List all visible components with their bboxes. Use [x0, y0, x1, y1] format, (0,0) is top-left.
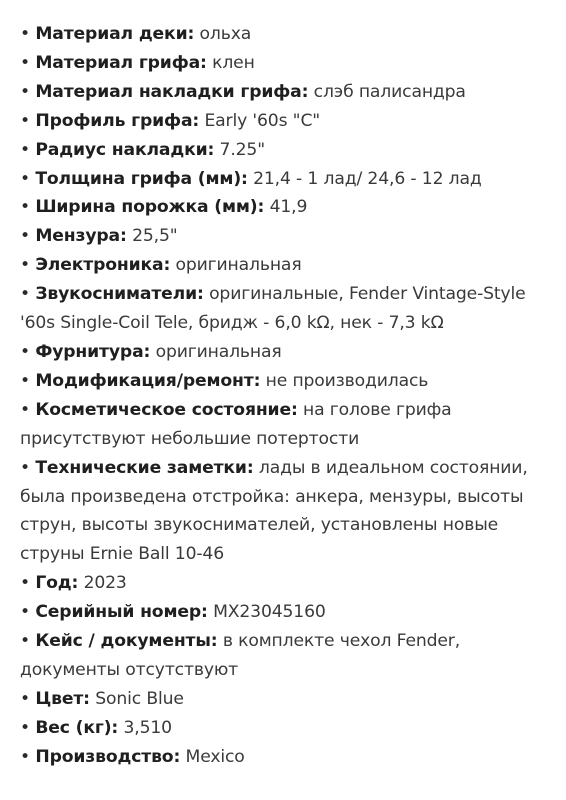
bullet: • — [20, 197, 30, 218]
spec-value: Mexico — [185, 746, 245, 767]
spec-value: оригинальная — [175, 255, 302, 276]
bullet: • — [20, 52, 30, 73]
spec-label: Радиус накладки: — [35, 139, 215, 160]
spec-label: Год: — [35, 573, 79, 594]
bullet: • — [20, 370, 30, 391]
spec-item-fretboard-material — [20, 78, 548, 107]
spec-value: 7.25" — [219, 139, 265, 160]
spec-list — [0, 20, 566, 772]
bullet: • — [20, 602, 30, 623]
spec-value: Early '60s "C" — [204, 110, 321, 131]
spec-item-cosmetic-condition — [20, 396, 548, 454]
spec-item-hardware — [20, 338, 548, 367]
spec-value: оригинальная — [155, 341, 282, 362]
spec-item-pickups — [20, 280, 548, 338]
spec-item-neck-material — [20, 49, 548, 78]
spec-item-electronics — [20, 251, 548, 280]
spec-value: 21,4 - 1 лад/ 24,6 - 12 лад — [253, 168, 482, 189]
spec-value: Sonic Blue — [95, 688, 184, 709]
spec-item-nut-width — [20, 193, 548, 222]
spec-value: 25,5" — [132, 226, 178, 247]
spec-label: Звукосниматели: — [35, 284, 204, 305]
spec-value: слэб палисандра — [313, 81, 466, 102]
spec-label: Ширина порожка (мм): — [35, 197, 265, 218]
spec-item-technical-notes — [20, 454, 548, 570]
spec-item-case-documents — [20, 627, 548, 685]
spec-value: не производилась — [265, 370, 429, 391]
bullet: • — [20, 457, 30, 478]
bullet: • — [20, 24, 30, 44]
spec-label: Технические заметки: — [35, 457, 254, 478]
bullet: • — [20, 341, 30, 362]
spec-item-production — [20, 743, 548, 772]
spec-value: 41,9 — [269, 197, 308, 218]
spec-label: Электроника: — [35, 255, 171, 276]
bullet: • — [20, 284, 30, 305]
spec-label: Модификация/ремонт: — [35, 370, 261, 391]
bullet: • — [20, 631, 30, 652]
spec-item-neck-profile — [20, 107, 548, 136]
spec-value: 3,510 — [123, 717, 172, 738]
bullet: • — [20, 688, 30, 709]
spec-label: Мензура: — [35, 226, 127, 247]
spec-label: Фурнитура: — [35, 341, 151, 362]
spec-item-scale — [20, 222, 548, 251]
spec-label: Толщина грифа (мм): — [35, 168, 248, 189]
spec-value: на голове грифа присутствуют небольшие потертости — [20, 399, 452, 449]
spec-item-serial-number — [20, 598, 548, 627]
bullet: • — [20, 717, 30, 738]
bullet: • — [20, 746, 30, 767]
spec-value: лады в идеальном состоянии, была произведена отстройка: анкера, мензуры, высоты струн, высоты звукоснимателей, установлены новые струны Ernie Ball 10-46 — [20, 457, 528, 565]
spec-label: Профиль грифа: — [35, 110, 200, 131]
bullet: • — [20, 399, 30, 420]
spec-label: Серийный номер: — [35, 602, 208, 623]
spec-label: Материал грифа: — [35, 52, 207, 73]
bullet: • — [20, 255, 30, 276]
spec-value: в комплекте чехол Fender, документы отсутствуют — [20, 631, 461, 680]
spec-item-modification — [20, 367, 548, 396]
bullet: • — [20, 168, 30, 189]
spec-value: оригинальные, Fender Vintage-Style '60s Single-Coil Tele, бридж - 6,0 kΩ, нек - 7,3 kΩ — [20, 284, 526, 334]
bullet: • — [20, 139, 30, 160]
spec-value: ольха — [199, 24, 252, 44]
spec-item-neck-thickness — [20, 165, 548, 194]
spec-value: 2023 — [83, 573, 127, 594]
bullet: • — [20, 226, 30, 247]
spec-label: Материал деки: — [35, 24, 195, 44]
spec-item-weight — [20, 714, 548, 743]
spec-label: Вес (кг): — [35, 717, 119, 738]
spec-value: MX23045160 — [213, 602, 326, 623]
spec-value: клен — [212, 52, 255, 73]
spec-label: Кейс / документы: — [35, 631, 218, 652]
spec-label: Цвет: — [35, 688, 90, 709]
spec-label: Производство: — [35, 746, 181, 767]
bullet: • — [20, 573, 30, 594]
bullet: • — [20, 110, 30, 131]
spec-label: Косметическое состояние: — [35, 399, 298, 420]
bullet: • — [20, 81, 30, 102]
spec-label: Материал накладки грифа: — [35, 81, 309, 102]
spec-item-year — [20, 569, 548, 598]
spec-item-body-material — [20, 20, 548, 49]
spec-item-color — [20, 685, 548, 714]
spec-item-fretboard-radius — [20, 136, 548, 165]
